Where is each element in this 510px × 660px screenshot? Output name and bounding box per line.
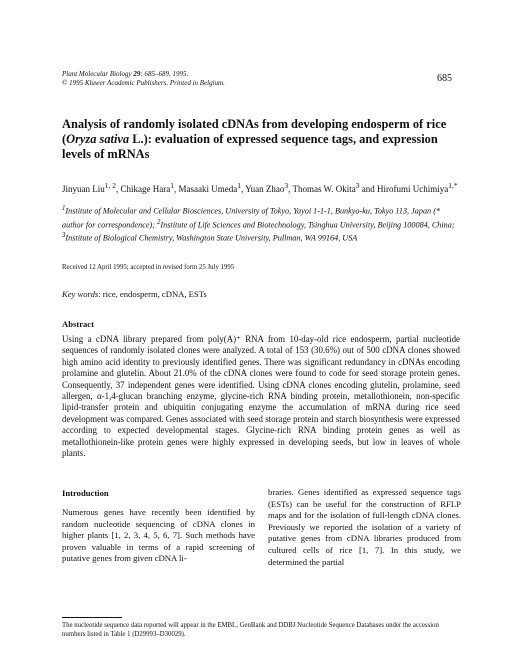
author-sup: 1, [448,181,454,190]
title-part1: Analysis of randomly isolated cDNAs from developing endosperm of rice ( [62,117,447,146]
footnote: The nucleotide sequence data reported will appear in the EMBL, GenBank and DDBJ Nucleotide Sequence Databases under the accession numbers listed in Table 1 (D29993–D30029). [62,622,439,638]
keywords-label: Key words [62,289,99,299]
corresponding-author-star: * [453,181,458,190]
introduction-column-right: braries. Genes identified as expressed sequence tags (ESTs) can be useful for the construction of RFLP maps and for the isolation of full-length cDNA clones. Previously we reported the isolation of a variety of putative genes from cDNA libraries produced from cultured cells of rice [1, 7]. In this study, we determined the partial [268,487,461,567]
journal-name: Plant Molecular Biology [62,70,132,78]
keywords-text: : rice, endosperm, cDNA, ESTs [98,289,207,299]
journal-citation [62,70,225,88]
author-sup: 1, 2 [104,181,116,190]
author-name: Jinyuan Liu [62,184,105,194]
affiliation-sup: 2 [156,218,161,226]
author-name: , Masaaki Umeda [173,184,238,194]
abstract-text: Using a cDNA library prepared from poly(A)⁺ RNA from 10-day-old rice endosperm, partial nucleotide sequences of randomly isolated clones were analyzed. A total of 153 (30.6%) out of 500 cDNA clones showed high amino acid identity to previously identified genes. There was significant redundancy in cDNAs encoding prolamine and glutelin. About 21.0% of the cDNA clones were found to code for seed storage protein genes. Consequently, 37 independent genes were identified. Using cDNA clones encoding glutelin, prolamine, seed allergen, α-1,4-glucan branching enzyme, glycine-rich RNA binding protein, metallothionein, non-specific lipid-transfer protein and ubiquitin conjugating enzyme the accumulation of mRNA during rice seed development was compared. Genes associated with seed storage protein and starch biosynthesis were expressed according to expected developmental stages. Glycine-rich RNA binding protein genes as well as metallothionein-like protein genes were highly expressed in developing seeds, but low in leaves of whole plants. [62,334,460,459]
affiliation-sup: 1 [62,205,66,212]
page-number: 685 [437,73,452,84]
affiliations [62,203,462,244]
affiliation-text: Institute of Molecular and Cellular Biosciences, University of Tokyo, Yayoi 1-1-1, Bunkyo-ku, Tokyo 113, Japan (* author for correspondence); [62,206,441,230]
footnote-divider [62,617,122,618]
keywords [62,289,207,299]
author-sup: 1 [237,181,241,190]
introduction-heading: Introduction [62,488,109,498]
author-name: , Chikage Hara [116,184,171,194]
copyright-line: © 1995 Kluwer Academic Publishers. Printed in Belgium. [62,79,225,87]
author-name: , Yuan Zhao [240,184,285,194]
author-sup: 3 [355,181,360,190]
journal-line [62,70,225,79]
introduction-column-left: Numerous genes have recently been identified by random nucleotide sequencing of cDNA clones in higher plants [1, 2, 3, 4, 5, 6, 7]. Such methods have proven valuable in terms of a rapid screening of putative genes from given cDNA li- [62,507,255,564]
author-sup: 1 [170,181,174,190]
received-date: Received 12 April 1995; accepted in revised form 25 July 1995 [62,264,235,271]
journal-pages: : 685–689, 1995. [140,70,189,78]
abstract-heading: Abstract [62,319,94,329]
author-sup: 3 [284,181,289,190]
affiliation-text: Institute of Biological Chemistry, Washington State University, Pullman, WA 99164, USA [65,234,358,244]
author-name: , Thomas W. Okita [288,184,356,194]
affiliation-text: Institute of Life Sciences and Biotechnology, Tsinghua University, Beijing 100084, China; [160,220,455,230]
author-list [62,180,462,196]
affiliation-sup: 3 [62,232,66,240]
journal-volume: 29 [133,70,141,78]
paper-title [62,117,462,162]
title-species: Oryza sativa [66,132,130,146]
author-name: and Hirofumi Uchimiya [359,184,449,194]
title-part2: L.): evaluation of expressed sequence tags, and expression levels of mRNAs [62,132,438,161]
